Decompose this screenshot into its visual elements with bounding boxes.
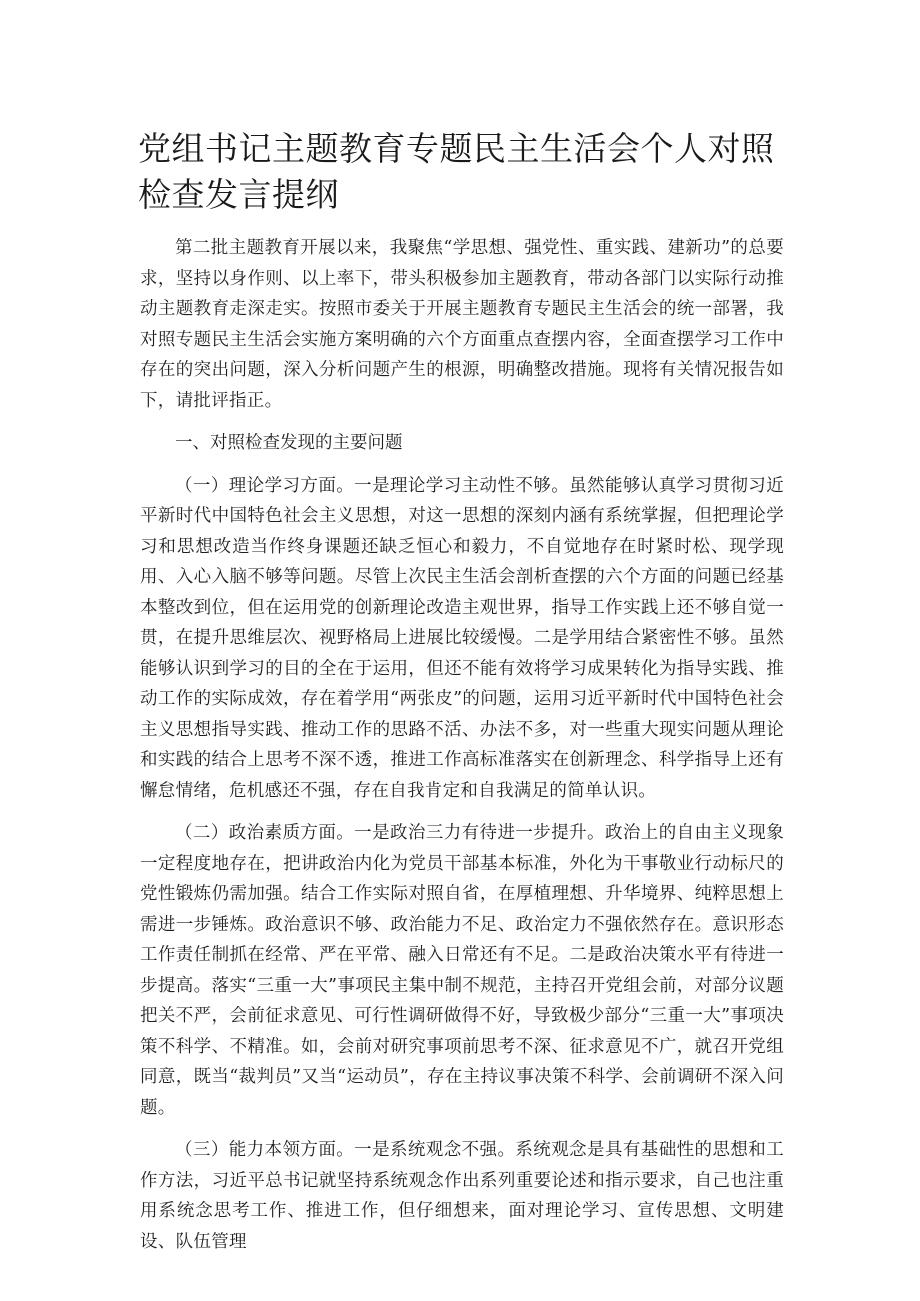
paragraph-theory-study: （一）理论学习方面。一是理论学习主动性不够。虽然能够认真学习贯彻习近平新时代中国特色社会主义思想，对这一思想的深刻内涵有系统掌握，但把理论学习和思想改造当作终身课题还缺乏恒心和毅力，不自觉地存在时紧时松、现学现用、入心入脑不够等问题。尽管上次民主生活会剖析查摆的六个方面的问题已经基本整改到位，但在运用党的创新理论改造主观世界，指导工作实践上还不够自觉一贯，在提升思维层次、视野格局上进展比较缓慢。二是学用结合紧密性不够。虽然能够认识到学习的目的全在于运用，但还不能有效将学习成果转化为指导实践、推动工作的实际成效，存在着学用“两张皮”的问题，运用习近平新时代中国特色社会主义思想指导实践、推动工作的思路不活、办法不多，对一些重大现实问题从理论和实践的结合上思考不深不透，推进工作高标准落实在创新理念、科学指导上还有懈怠情绪，危机感还不强，存在自我肯定和自我满足的简单认识。 [140,475,784,801]
section-heading: 一、对照检查发现的主要问题 [175,433,403,453]
paragraph-political-quality: （二）政治素质方面。一是政治三力有待进一步提升。政治上的自由主义现象一定程度地存在，把讲政治内化为党员干部基本标准，外化为干事敬业行动标尺的党性锻炼仍需加强。结合工作实际对照自省，在厚植理想、升华境界、纯粹思想上需进一步锤炼。政治意识不够、政治能力不足、政治定力不强依然存在。意识形态工作责任制抓在经常、严在平常、融入日常还有不足。二是政治决策水平有待进一步提高。落实“三重一大”事项民主集中制不规范，主持召开党组会前，对部分议题把关不严，会前征求意见、可行性调研做得不好，导致极少部分“三重一大”事项决策不科学、不精准。如，会前对研究事项前思考不深、征求意见不广，就召开党组同意，既当“裁判员”又当“运动员”，存在主持议事决策不科学、会前调研不深入问题。 [140,823,784,1118]
paragraph-ability: （三）能力本领方面。一是系统观念不强。系统观念是具有基础性的思想和工作方法，习近平总书记就坚持系统观念作出系列重要论述和指示要求，自己也注重用系统念思考工作、推进工作，但仔细想来，面对理论学习、宣传思想、文明建设、队伍管理 [140,1140,784,1252]
document-title: 党组书记主题教育专题民主生活会个人对照检查发言提纲 [138,129,775,214]
intro-paragraph: 第二批主题教育开展以来，我聚焦“学思想、强党性、重实践、建新功”的总要求，坚持以身作则、以上率下，带头积极参加主题教育，带动各部门以实际行动推动主题教育走深走实。按照市委关于开展主题教育专题民主生活会的统一部署，我对照专题民主生活会实施方案明确的六个方面重点查摆内容，全面查摆学习工作中存在的突出问题，深入分析问题产生的根源，明确整改措施。现将有关情况报告如下，请批评指正。 [140,238,784,411]
document-body [140,233,784,1257]
